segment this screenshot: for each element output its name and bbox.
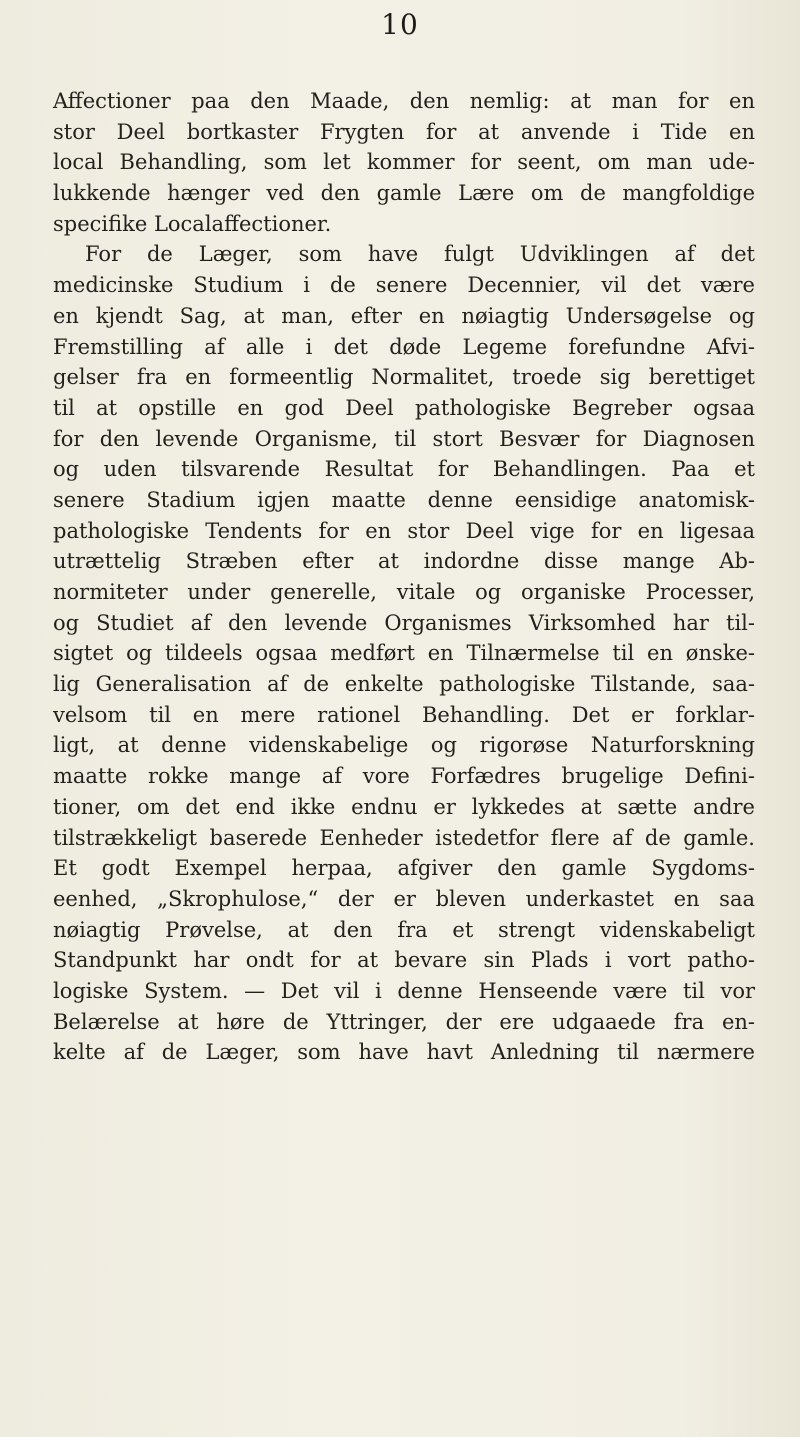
- text-line: sigtet og tildeels ogsaa medført en Tilnærmelse til en ønske-: [53, 641, 755, 666]
- text-line: ligt, at denne videnskabelige og rigorøse Naturforskning: [53, 733, 755, 758]
- text-line: kelte af de Læger, som have havt Anledning til nærmere: [53, 1040, 755, 1065]
- text-line: normiteter under generelle, vitale og organiske Processer,: [53, 580, 755, 604]
- text-line: gelser fra en formeentlig Normalitet, troede sig berettiget: [53, 365, 755, 390]
- page-number: 10: [381, 8, 419, 41]
- text-line: Et godt Exempel herpaa, afgiver den gamle Sygdoms-: [53, 856, 755, 881]
- text-line: medicinske Studium i de senere Decennier, vil det være: [53, 273, 755, 298]
- text-line: maatte rokke mange af vore Forfædres brugelige Defini-: [53, 764, 755, 789]
- text-line: Belærelse at høre de Yttringer, der ere udgaaede fra en-: [53, 1009, 755, 1034]
- text-line: logiske System. — Det vil i denne Henseende være til vor: [53, 978, 755, 1003]
- text-line: pathologiske Tendents for en stor Deel vige for en ligesaa: [53, 518, 755, 543]
- text-line: Standpunkt har ondt for at bevare sin Plads i vort patho-: [53, 948, 755, 973]
- text-line: specifike Localaffectioner.: [53, 211, 332, 236]
- text-line: for den levende Organisme, til stort Besvær for Diagnosen: [53, 426, 755, 451]
- text-line: For de Læger, som have fulgt Udviklingen af det: [85, 242, 755, 267]
- text-line: tioner, om det end ikke endnu er lykkedes at sætte andre: [53, 794, 755, 819]
- text-line: nøiagtig Prøvelse, at den fra et strengt videnskabeligt: [53, 917, 755, 942]
- body-text: [53, 86, 755, 1068]
- text-line: utrættelig Stræben efter at indordne disse mange Ab-: [53, 549, 755, 574]
- text-line: velsom til en mere rationel Behandling. Det er forklar-: [53, 702, 755, 727]
- text-line: en kjendt Sag, at man, efter en nøiagtig Undersøgelse og: [53, 303, 755, 328]
- text-line: Affectioner paa den Maade, den nemlig: at man for en: [53, 89, 755, 113]
- text-line: lig Generalisation af de enkelte pathologiske Tilstande, saa-: [53, 672, 755, 697]
- text-line: lukkende hænger ved den gamle Lære om de mangfoldige: [53, 181, 755, 206]
- text-line: tilstrækkeligt baserede Eenheder istedetfor flere af de gamle.: [53, 825, 755, 850]
- text-line: og uden tilsvarende Resultat for Behandlingen. Paa et: [53, 457, 755, 482]
- text-line: local Behandling, som let kommer for seent, om man ude-: [53, 150, 755, 175]
- text-line: senere Stadium igjen maatte denne eensidige anatomisk-: [53, 487, 755, 512]
- text-line: Fremstilling af alle i det døde Legeme forefundne Afvi-: [53, 334, 755, 359]
- text-line: eenhed, „Skrophulose,“ der er bleven underkastet en saa: [53, 886, 755, 911]
- text-line: stor Deel bortkaster Frygten for at anvende i Tide en: [53, 119, 755, 144]
- text-line: til at opstille en god Deel pathologiske Begreber ogsaa: [53, 395, 755, 420]
- text-line: og Studiet af den levende Organismes Virksomhed har til-: [53, 610, 755, 635]
